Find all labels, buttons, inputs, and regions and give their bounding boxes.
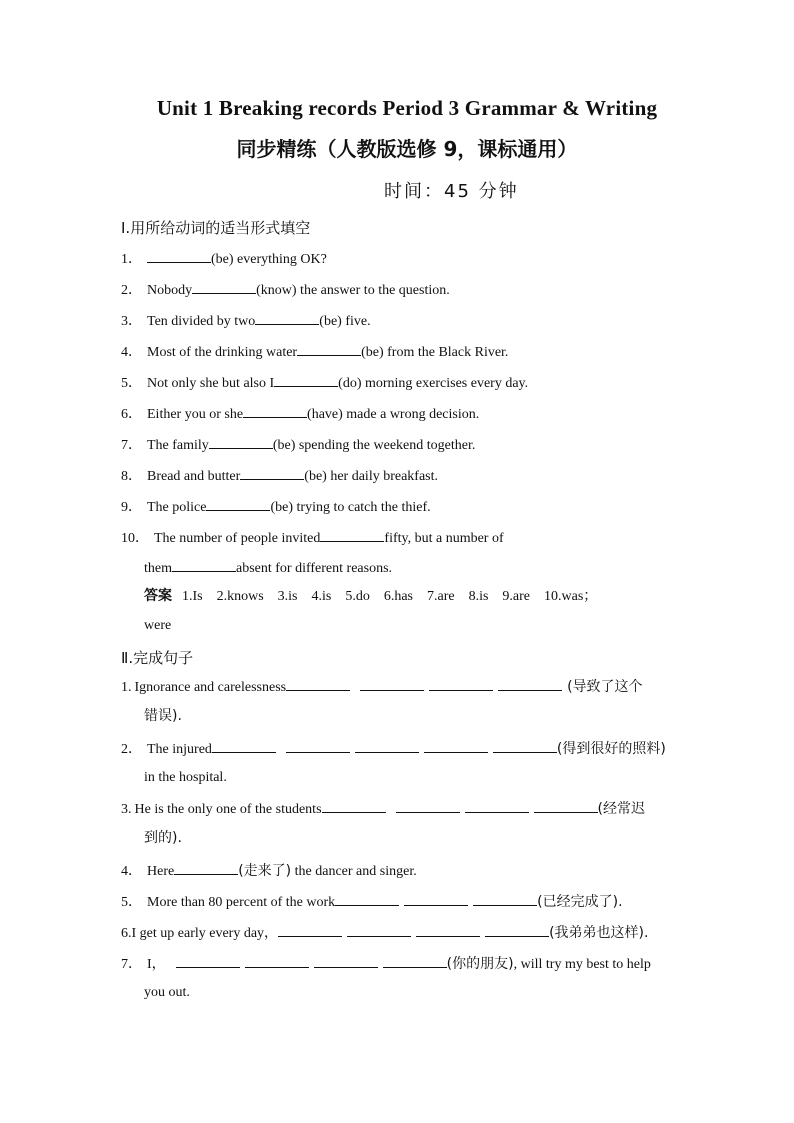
answer-blank[interactable] <box>396 799 460 813</box>
answer-blank[interactable] <box>147 249 211 263</box>
answer-blank[interactable] <box>416 923 480 937</box>
answer-blank[interactable] <box>493 739 557 753</box>
answer-blank[interactable] <box>243 404 307 418</box>
sentence-item-5: 5． More than 80 percent of the work (已经完成了). <box>121 894 623 910</box>
answer-label: 答案 <box>144 588 172 604</box>
sentence-item-1: 1. Ignorance and carelessness (导致了这个 <box>121 679 643 695</box>
answer-blank[interactable] <box>212 739 276 753</box>
answer-blank[interactable] <box>174 861 238 875</box>
exercise-item-7: 7． The family (be) spending the weekend together. <box>121 435 475 455</box>
answer-blank[interactable] <box>322 799 386 813</box>
answer-blank[interactable] <box>176 954 240 968</box>
answer-blank[interactable] <box>209 435 273 449</box>
sentence-item-1-cont: 错误). <box>144 708 182 724</box>
answer-blank[interactable] <box>255 311 319 325</box>
exercise-item-1: 1． (be) everything OK? <box>121 249 327 269</box>
answer-blank[interactable] <box>192 280 256 294</box>
sentence-item-6: 6.I get up early every day， (我弟弟也这样). <box>121 925 649 941</box>
time-limit: 时间：45 分钟 <box>384 181 519 202</box>
exercise-item-8: 8． Bread and butter (be) her daily breakfast. <box>121 466 438 486</box>
sentence-item-3: 3. He is the only one of the students (经常迟 <box>121 801 645 817</box>
sentence-item-2-cont: in the hospital. <box>144 770 227 785</box>
sentence-item-4: 4． Here (走来了) the dancer and singer. <box>121 863 417 879</box>
exercise-item-10: 10． The number of people invited fifty, but a number of <box>121 528 504 548</box>
answer-blank[interactable] <box>297 342 361 356</box>
answer-blank[interactable] <box>274 373 338 387</box>
answer-blank[interactable] <box>240 466 304 480</box>
answer-blank[interactable] <box>498 677 562 691</box>
answer-blank[interactable] <box>429 677 493 691</box>
answer-blank[interactable] <box>347 923 411 937</box>
answer-blank[interactable] <box>335 892 399 906</box>
answer-blank[interactable] <box>355 739 419 753</box>
sentence-item-7: 7． I， (你的朋友), will try my best to help <box>121 956 651 972</box>
exercise-item-5: 5． Not only she but also I (do) morning exercises every day. <box>121 373 528 393</box>
exercise-item-4: 4． Most of the drinking water (be) from the Black River. <box>121 342 508 362</box>
answer-blank[interactable] <box>473 892 537 906</box>
answer-blank[interactable] <box>383 954 447 968</box>
answer-blank[interactable] <box>206 497 270 511</box>
answer-text: 1.Is 2.knows 3.is 4.is 5.do 6.has 7.are 8.is 9.are 10.was； <box>182 589 598 604</box>
exercise-item-3: 3． Ten divided by two (be) five. <box>121 311 371 331</box>
exercise-item-6: 6． Either you or she (have) made a wrong decision. <box>121 404 479 424</box>
answer-blank[interactable] <box>320 528 384 542</box>
answer-blank[interactable] <box>485 923 549 937</box>
answer-blank[interactable] <box>314 954 378 968</box>
answer-blank[interactable] <box>404 892 468 906</box>
answer-blank[interactable] <box>465 799 529 813</box>
section-heading-1: Ⅰ.用所给动词的适当形式填空 <box>121 219 311 237</box>
answer-key-cont: were <box>144 618 172 633</box>
answer-blank[interactable] <box>286 677 350 691</box>
sentence-item-2: 2． The injured (得到很好的照料) <box>121 741 666 757</box>
document-subtitle: 同步精练（人教版选修 9，课标通用） <box>236 137 578 161</box>
sentence-item-7-cont: you out. <box>144 985 190 1000</box>
exercise-item-9: 9． The police (be) trying to catch the thief. <box>121 497 431 517</box>
answer-blank[interactable] <box>172 558 236 572</box>
answer-blank[interactable] <box>360 677 424 691</box>
answer-blank[interactable] <box>424 739 488 753</box>
document-title: Unit 1 Breaking records Period 3 Grammar & Writing <box>156 96 658 120</box>
exercise-item-10-cont: them absent for different reasons. <box>144 558 392 578</box>
answer-blank[interactable] <box>286 739 350 753</box>
answer-blank[interactable] <box>534 799 598 813</box>
answer-blank[interactable] <box>245 954 309 968</box>
answer-key <box>144 587 597 606</box>
section-heading-2: Ⅱ.完成句子 <box>121 649 194 667</box>
answer-blank[interactable] <box>278 923 342 937</box>
sentence-item-3-cont: 到的). <box>144 830 182 846</box>
exercise-item-2: 2． Nobody (know) the answer to the question. <box>121 280 450 300</box>
